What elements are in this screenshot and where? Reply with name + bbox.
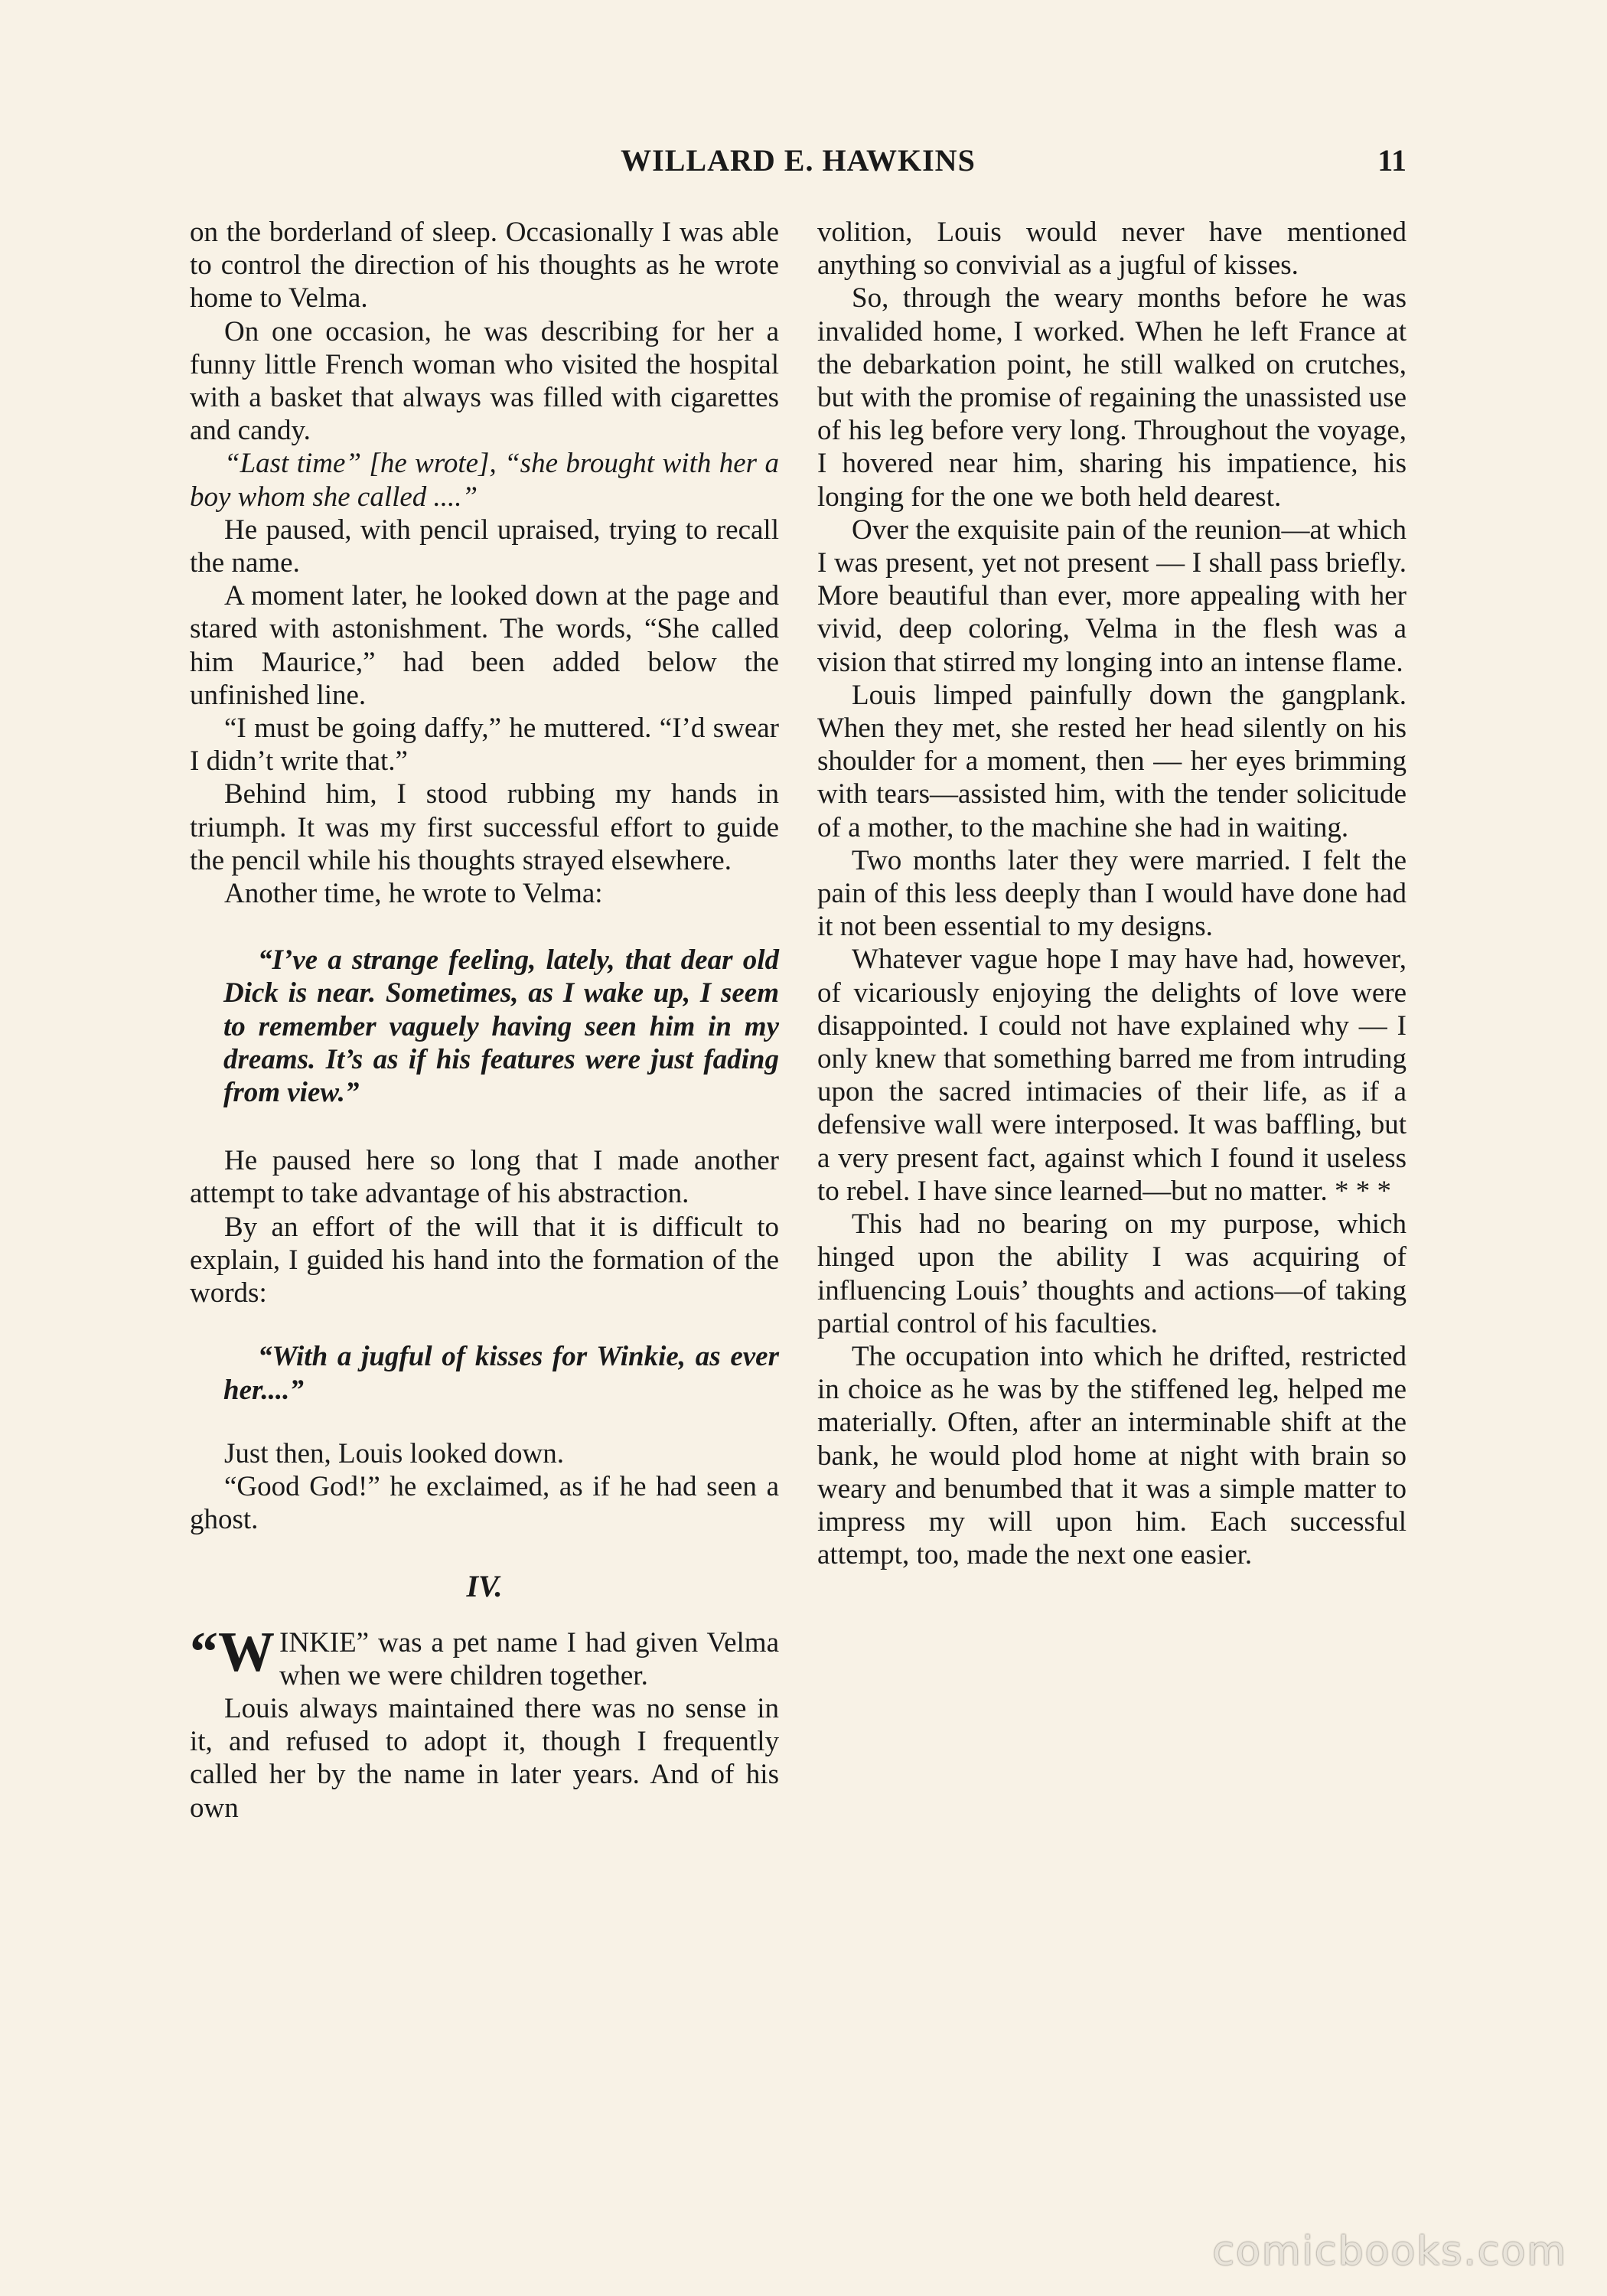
paragraph: Over the exquisite pain of the reunion—at which I was present, yet not present — I shall pass briefly. More beautiful than ever, more appealing with her vivid, deep coloring, Velma in the flesh was a vision that stirred my longing into an intense flame. xyxy=(817,514,1407,678)
paragraph: This had no bearing on my purpose, which hinged upon the ability I was acquiring of influencing Louis’ thoughts and actions—of taking partial control of his faculties. xyxy=(817,1208,1407,1339)
paragraph: Whatever vague hope I may have had, however, of vicariously enjoying the delights of love were disappointed. I could not have explained why — I only knew that something barred me from intruding upon the sacred intimacies of their life, as if a defensive wall were interposed. It was baffling, but a very present fact, against which I found it useless to rebel. I have since learned—but no matter. * * * xyxy=(817,944,1407,1207)
paragraph: Just then, Louis looked down. xyxy=(224,1437,564,1469)
paragraph: He paused, with pencil upraised, trying to recall the name. xyxy=(190,514,779,579)
watermark: comicbooks.com xyxy=(1212,2229,1567,2275)
paragraph: A moment later, he looked down at the page and stared with astonishment. The words, “She called him Maurice,” had been added below the unfinished line. xyxy=(190,580,779,711)
left-column xyxy=(190,216,779,1825)
section-heading: IV. xyxy=(466,1569,503,1604)
paragraph: “I must be going daffy,” he muttered. “I’d swear I didn’t write that.” xyxy=(190,713,779,778)
paragraph: Louis limped painfully down the gangplank. When they met, she rested her head silently on his shoulder for a moment, then — her eyes brimming with tears—assisted him, with the tender solicitude of a mother, to the machine she had in waiting. xyxy=(817,679,1407,843)
paragraph: Louis always maintained there was no sense in it, and refused to adopt it, though I frequently called her by the name in later years. And of his own xyxy=(190,1692,779,1824)
paragraph: By an effort of the will that it is difficult to explain, I guided his hand into the formation of the words: xyxy=(190,1211,779,1309)
paragraph: Another time, he wrote to Velma: xyxy=(224,878,603,910)
drop-cap xyxy=(190,1620,275,1684)
drop-cap-letter: W xyxy=(218,1620,275,1684)
paragraph: Behind him, I stood rubbing my hands in triumph. It was my first successful effort to guide the pencil while his thoughts strayed elsewhere. xyxy=(190,778,779,876)
paragraph: Two months later they were married. I felt the pain of this less deeply than I would have done had it not been essential to my designs. xyxy=(817,844,1407,943)
page-header xyxy=(190,142,1407,181)
paragraph: He paused here so long that I made another attempt to take advantage of his abstraction. xyxy=(190,1145,779,1210)
paragraph: “Good God!” he exclaimed, as if he had seen a ghost. xyxy=(190,1470,779,1536)
block-quote xyxy=(223,944,779,1109)
paragraph-italic-quote: “Last time” [he wrote], “she brought with her a boy whom she called ....” xyxy=(190,448,779,513)
paragraph: volition, Louis would never have mentioned anything so convivial as a jugful of kisses. xyxy=(817,217,1407,282)
quote-text: “I’ve a strange feeling, lately, that dear old Dick is near. Sometimes, as I wake up, I seem to remember vaguely having seen him in my dreams. It’s as if his features were just fading from view.” xyxy=(223,944,779,1109)
quote-text: “With a jugful of kisses for Winkie, as ever her....” xyxy=(223,1341,779,1406)
paragraph: On one occasion, he was describing for her a funny little French woman who visited the hospital with a basket that always was filled with cigarettes and candy. xyxy=(190,315,779,447)
paragraph-text: INKIE” was a pet name I had given Velma when we were children together. xyxy=(279,1626,779,1691)
page-number: 11 xyxy=(1377,143,1407,178)
paragraph: The occupation into which he drifted, restricted in choice as he was by the stiffened leg, helped me materially. Often, after an interminable shift at the bank, he would plod home at night with brain so weary and benumbed that it was a simple matter to impress my will upon him. Each successful attempt, too, made the next one easier. xyxy=(817,1340,1407,1571)
drop-cap-quote: “ xyxy=(190,1620,218,1684)
block-quote xyxy=(223,1340,779,1406)
right-column xyxy=(817,216,1407,1571)
paragraph: So, through the weary months before he was invalided home, I worked. When he left France at the debarkation point, he still walked on crutches, but with the promise of regaining the unassisted use of his leg before very long. Throughout the voyage, I hovered near him, sharing his impatience, his longing for the one we both held dearest. xyxy=(817,282,1407,513)
running-head: WILLARD E. HAWKINS xyxy=(621,143,976,178)
paragraph: on the borderland of sleep. Occasionally I was able to control the direction of his thoughts as he wrote home to Velma. xyxy=(190,217,779,315)
dropcap-paragraph xyxy=(190,1620,779,1692)
